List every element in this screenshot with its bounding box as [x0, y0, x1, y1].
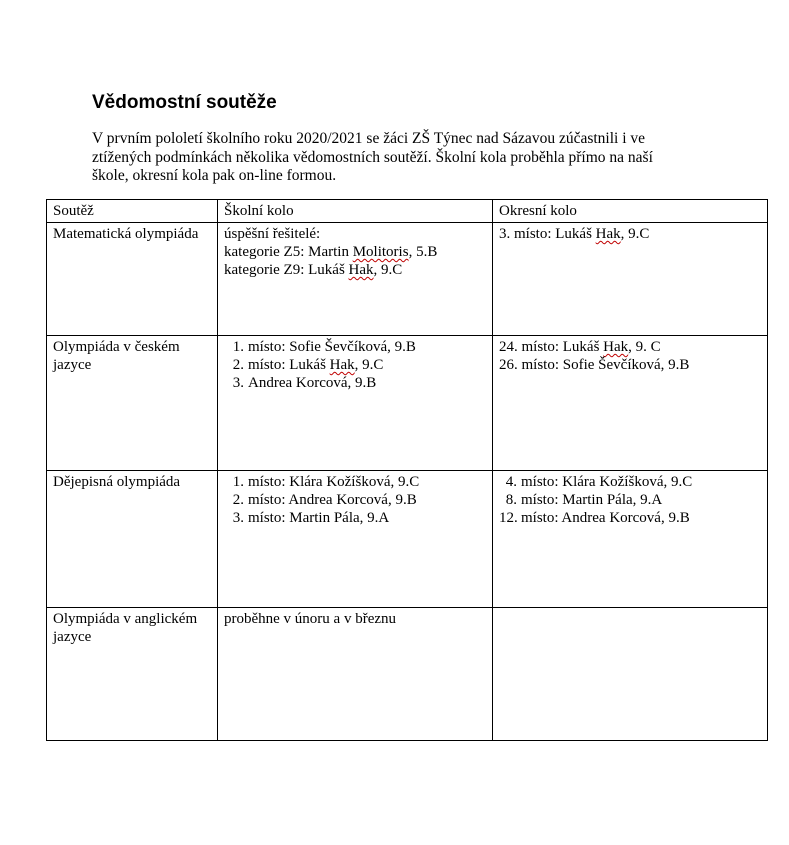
table-row: [47, 471, 768, 608]
table-row: [47, 336, 768, 471]
list-number: 26.: [499, 357, 518, 373]
list-item: [499, 491, 761, 509]
list-item: [224, 374, 486, 392]
school-round-cell: [218, 471, 493, 608]
text-part: místo: Martin Pála, 9.A: [248, 510, 390, 526]
spellcheck-mark: Hak: [603, 339, 629, 355]
competitions-table: [46, 199, 768, 741]
text-part: místo: Lukáš: [510, 226, 596, 242]
list-item: [224, 338, 486, 356]
text-part: Andrea Korcová, 9.B: [248, 375, 377, 391]
list-number: 24.: [499, 339, 518, 355]
text-part: , 5.B: [408, 244, 438, 260]
header-school-round: Školní kolo: [218, 200, 493, 223]
intro-line: V prvním pololetí školního roku 2020/2021 se žáci ZŠ Týnec nad Sázavou zúčastnili i ve: [92, 130, 646, 147]
spellcheck-mark: Hak: [329, 357, 355, 373]
intro-paragraph: [92, 130, 692, 186]
text-part: místo: Sofie Ševčíková, 9.B: [517, 357, 690, 373]
district-round-cell: [493, 471, 768, 608]
competition-cell: Olympiáda v anglickém jazyce: [47, 608, 218, 741]
list-item: [224, 473, 486, 491]
list-number: 3.: [499, 226, 511, 242]
text-part: místo: Klára Kožíšková, 9.C: [521, 474, 693, 490]
list-number: 1.: [232, 339, 244, 355]
text-part: místo: Klára Kožíšková, 9.C: [248, 474, 420, 490]
table-header-row: [47, 200, 768, 223]
list-item: [224, 491, 486, 509]
district-round-cell: [493, 223, 768, 336]
list-item: [224, 356, 486, 374]
header-competition: Soutěž: [47, 200, 218, 223]
school-round-cell: [218, 336, 493, 471]
table-row: [47, 608, 768, 741]
school-round-cell: [218, 223, 493, 336]
spellcheck-mark: Hak: [348, 262, 374, 278]
text-part: kategorie Z5: Martin: [224, 244, 353, 260]
text-part: místo: Andrea Korcová, 9.B: [248, 492, 417, 508]
text-part: místo: Sofie Ševčíková, 9.B: [248, 339, 416, 355]
competition-cell: Matematická olympiáda: [47, 223, 218, 336]
ranking-list: [224, 338, 486, 392]
text-part: , 9. C: [628, 339, 661, 355]
text-part: , 9.C: [354, 357, 384, 373]
list-item: [499, 509, 761, 527]
text-part: místo: Lukáš: [248, 357, 330, 373]
list-number: 2.: [232, 492, 244, 508]
intro-line: ztížených podmínkách několika vědomostních soutěží. Školní kola proběhla přímo na naší: [92, 148, 653, 166]
list-number: 4.: [505, 474, 517, 490]
ranking-list: [224, 473, 486, 527]
list-number: 3.: [232, 510, 244, 526]
school-round-cell: proběhne v únoru a v březnu: [218, 608, 493, 741]
cell-line: [224, 261, 486, 279]
list-item: [224, 509, 486, 527]
competition-cell: Olympiáda v českém jazyce: [47, 336, 218, 471]
cell-line: [224, 243, 486, 261]
list-number: 8.: [505, 492, 517, 508]
list-number: 2.: [232, 357, 244, 373]
list-number: 3.: [232, 375, 244, 391]
text-part: , 9.C: [373, 262, 403, 278]
cell-line: [499, 338, 761, 356]
spellcheck-mark: Hak: [595, 226, 621, 242]
cell-line: úspěšní řešitelé:: [224, 226, 321, 242]
district-round-cell: [493, 336, 768, 471]
district-round-cell: [493, 608, 768, 741]
list-item: [499, 473, 761, 491]
list-number: 1.: [232, 474, 244, 490]
competition-cell: Dějepisná olympiáda: [47, 471, 218, 608]
text-part: , 9.C: [620, 226, 650, 242]
spellcheck-mark: Molitoris: [352, 244, 409, 260]
cell-line: [499, 225, 761, 243]
cell-line: [499, 356, 761, 374]
header-district-round: Okresní kolo: [493, 200, 768, 223]
page-title: Vědomostní soutěže: [92, 92, 277, 113]
intro-line: škole, okresní kola pak on-line formou.: [92, 167, 337, 184]
table-row: [47, 223, 768, 336]
list-number: 12.: [499, 510, 518, 526]
text-part: kategorie Z9: Lukáš: [224, 262, 349, 278]
text-part: místo: Lukáš: [517, 339, 604, 355]
ranking-list: [499, 473, 761, 527]
text-part: místo: Martin Pála, 9.A: [521, 492, 663, 508]
text-part: místo: Andrea Korcová, 9.B: [521, 510, 690, 526]
